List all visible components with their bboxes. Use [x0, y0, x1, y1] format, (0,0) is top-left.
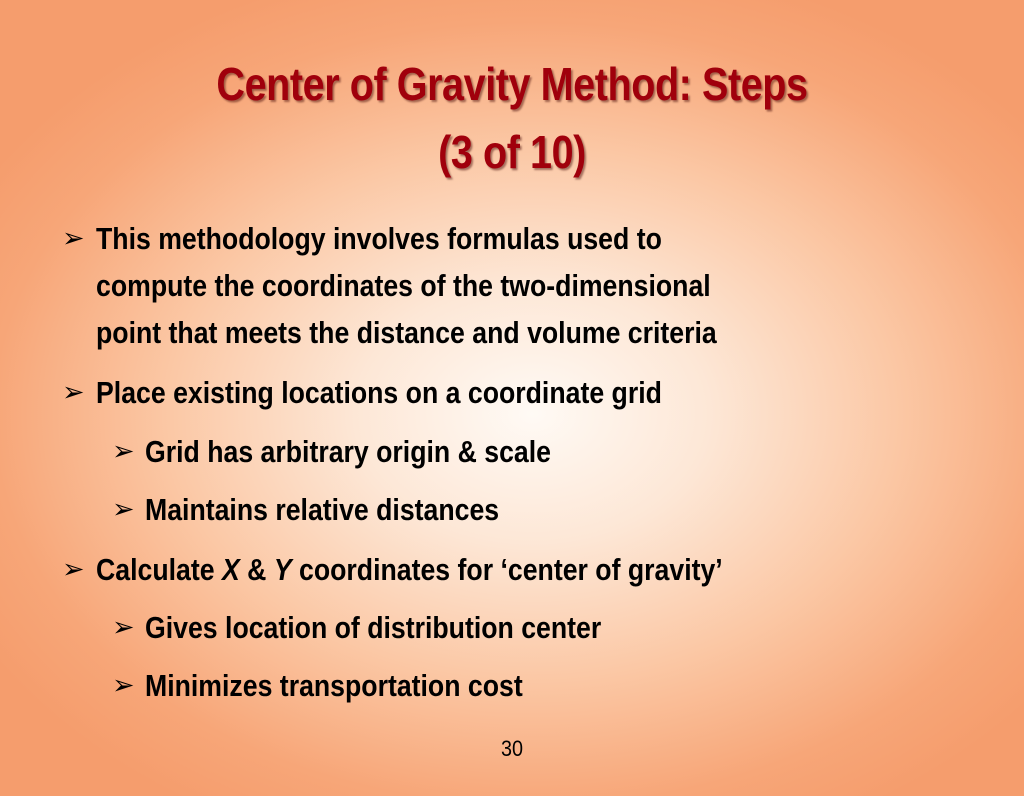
sub-bullet-distribution-center: Gives location of distribution center — [145, 610, 602, 645]
slide-title-line-1: Center of Gravity Method: Steps — [216, 58, 808, 110]
sub-bullet-grid-origin: Grid has arbitrary origin & scale — [145, 434, 551, 469]
bullet-1-line-1: This methodology involves formulas used to — [96, 221, 662, 256]
arrow-bullet-icon: ➢ — [62, 223, 85, 254]
slide-title-line-2: (3 of 10) — [438, 126, 586, 178]
sub-bullet-transportation-cost: Minimizes transportation cost — [145, 668, 523, 703]
arrow-bullet-icon: ➢ — [112, 494, 135, 525]
bullet-3-amp: & — [239, 552, 274, 587]
arrow-bullet-icon: ➢ — [62, 554, 85, 585]
bullet-2-text: Place existing locations on a coordinate grid — [96, 375, 662, 410]
arrow-bullet-icon: ➢ — [112, 612, 135, 643]
bullet-3-x: X — [221, 552, 240, 587]
bullet-1-line-3: point that meets the distance and volume criteria — [96, 315, 717, 350]
bullet-1-line-2: compute the coordinates of the two-dimensional — [96, 268, 711, 303]
bullet-3-after: coordinates for ‘center of gravity’ — [291, 552, 723, 587]
sub-bullet-relative-distances: Maintains relative distances — [145, 492, 500, 527]
bullet-3-text — [96, 546, 723, 593]
arrow-bullet-icon: ➢ — [112, 670, 135, 701]
arrow-bullet-icon: ➢ — [112, 436, 135, 467]
bullet-3-before: Calculate — [96, 552, 222, 587]
arrow-bullet-icon: ➢ — [62, 377, 85, 408]
bullet-3-y: Y — [273, 552, 292, 587]
page-number: 30 — [500, 736, 524, 761]
